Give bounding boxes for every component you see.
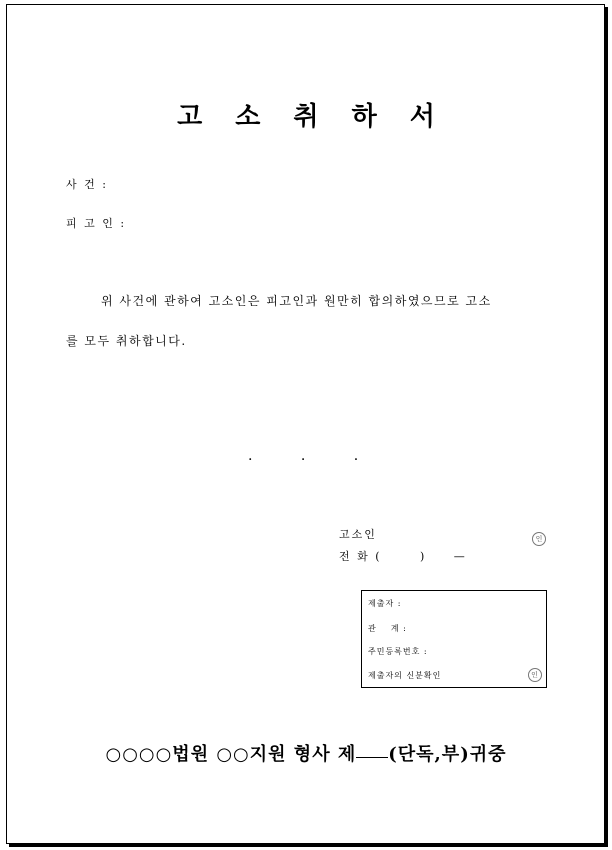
document-title: 고 소 취 하 서: [177, 102, 447, 132]
court-prefix: ○○○○법원 ○○지원 형사 제: [105, 744, 357, 765]
body-text-line-2: 를 모두 취하합니다.: [66, 334, 187, 348]
seal-mark: 인: [532, 532, 546, 546]
complainant-seal-icon: [532, 526, 546, 546]
identity-check-row: 제출자의 신분확인: [368, 671, 442, 680]
court-suffix: (단독,부)귀중: [388, 744, 507, 765]
box-seal-mark: 인: [528, 668, 542, 682]
complainant-label: 고소인: [339, 528, 377, 541]
box-seal-icon: [528, 668, 542, 682]
division-blank: [356, 756, 388, 758]
defendant-label: 피 고 인 :: [66, 217, 127, 230]
phone-label: 전 화 ( ) —: [339, 550, 467, 563]
body-text-line-1: 위 사건에 관하여 고소인은 피고인과 원만히 합의하였으므로 고소: [101, 294, 492, 308]
submitter-row: 제출자 :: [368, 599, 402, 608]
court-addressee: [0, 740, 612, 766]
id-number-row: 주민등록번호 :: [368, 647, 428, 656]
submitter-info-box: [361, 590, 547, 688]
date-line: . . .: [248, 448, 359, 464]
relation-row: 관 계 :: [368, 624, 407, 633]
case-label: 사 건 :: [66, 178, 108, 191]
